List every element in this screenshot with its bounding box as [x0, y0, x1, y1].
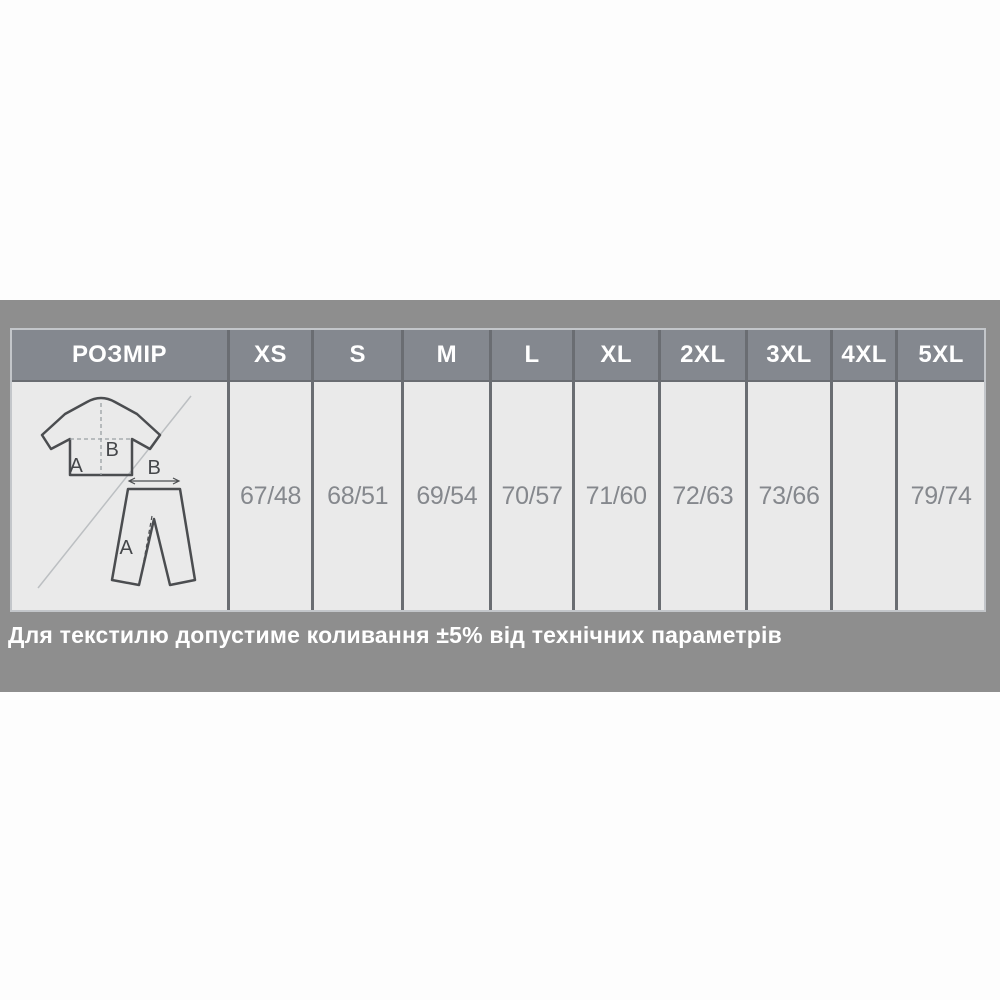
measurement-m: 69/54: [403, 381, 491, 610]
measurement-xs: 67/48: [228, 381, 312, 610]
measurement-5xl: 79/74: [897, 381, 984, 610]
measurement-4xl: [832, 381, 897, 610]
header-row: [12, 330, 984, 381]
size-col-2xl: 2XL: [659, 330, 746, 381]
size-col-3xl: 3XL: [746, 330, 831, 381]
measurement-3xl: 73/66: [746, 381, 831, 610]
size-col-m: M: [403, 330, 491, 381]
size-header-cell: РОЗМІР: [12, 330, 228, 381]
pants-waist-label: B: [147, 457, 161, 479]
size-col-s: S: [313, 330, 403, 381]
tshirt-icon: [42, 398, 160, 477]
shirt-width-label: B: [105, 439, 119, 461]
pants-inseam-label: A: [119, 537, 133, 559]
garment-measurement-diagram: [13, 382, 226, 603]
measurement-2xl: 72/63: [659, 381, 746, 610]
measurements-row: [12, 381, 984, 610]
size-col-4xl: 4XL: [832, 330, 897, 381]
measurement-s: 68/51: [313, 381, 403, 610]
tolerance-note: Для текстилю допустиме коливання ±5% від технічних параметрів: [8, 622, 782, 648]
size-col-5xl: 5XL: [897, 330, 984, 381]
size-chart-table: [12, 330, 984, 610]
gray-band: [0, 300, 1000, 692]
garment-diagram-cell: [12, 381, 228, 610]
measurement-xl: 71/60: [573, 381, 659, 610]
measurement-l: 70/57: [491, 381, 573, 610]
size-col-l: L: [491, 330, 573, 381]
size-col-xs: XS: [228, 330, 312, 381]
size-chart-frame: [10, 328, 986, 612]
size-col-xl: XL: [573, 330, 659, 381]
shirt-length-label: A: [69, 455, 83, 477]
